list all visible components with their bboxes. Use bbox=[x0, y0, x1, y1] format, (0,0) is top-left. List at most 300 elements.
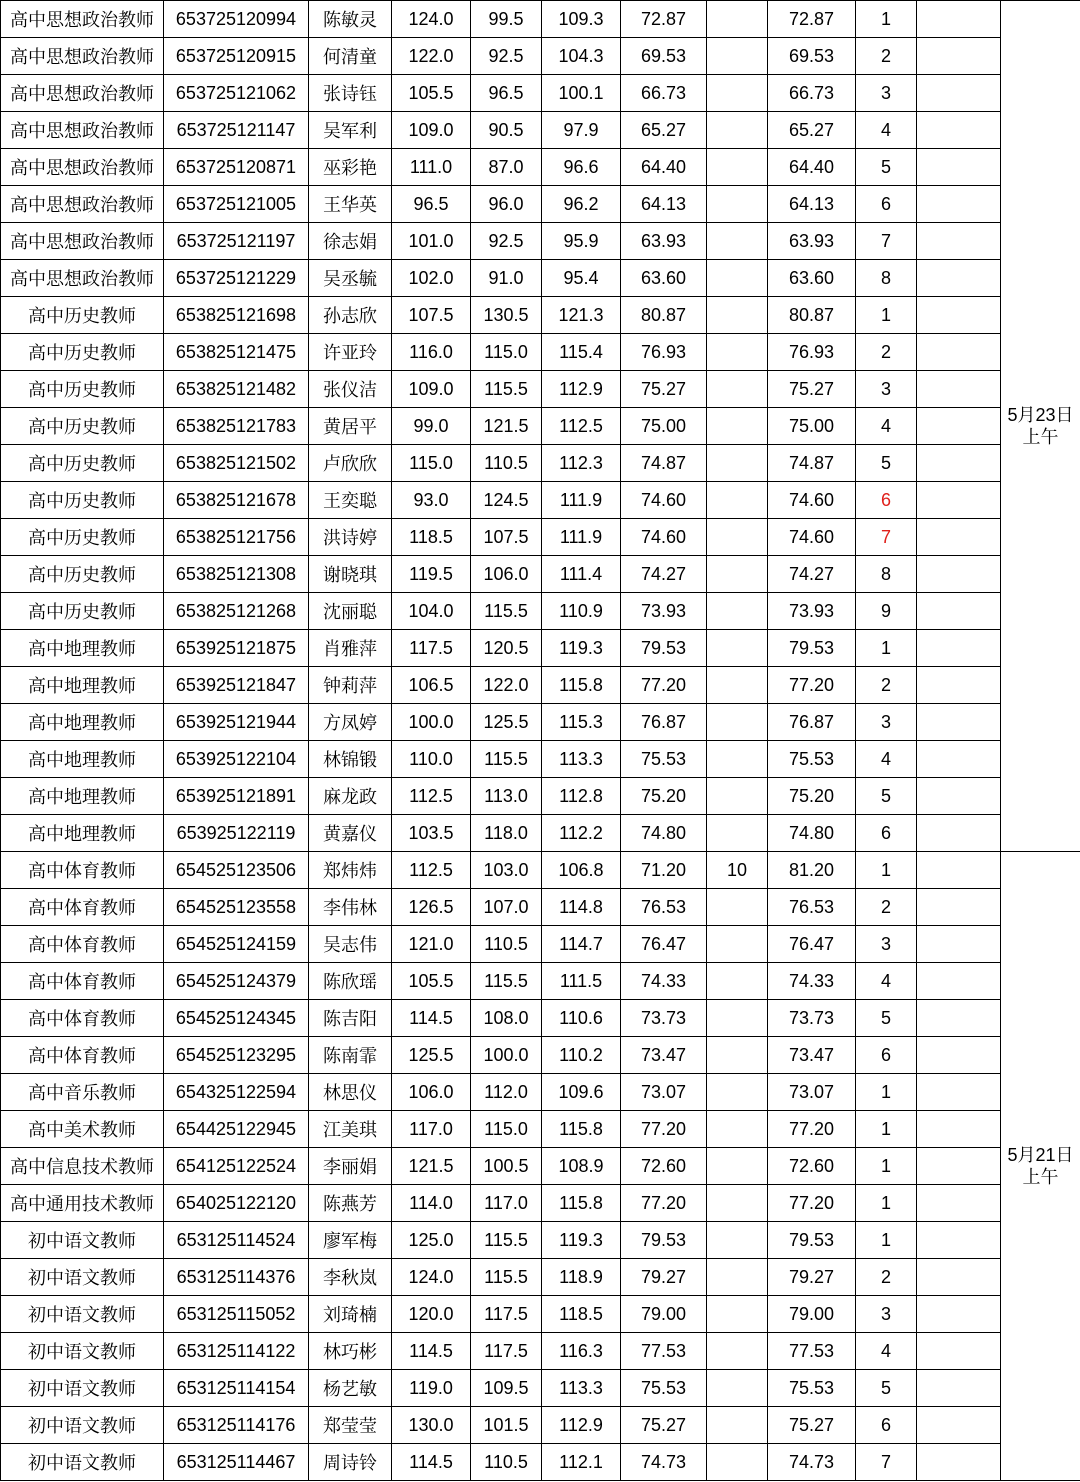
rank-cell: 2 bbox=[856, 1259, 917, 1296]
rank-cell: 6 bbox=[856, 815, 917, 852]
candidate-name-cell: 黄居平 bbox=[309, 408, 392, 445]
table-row bbox=[1, 38, 1080, 75]
candidate-id-cell: 653725121005 bbox=[164, 186, 309, 223]
written-score-1-cell: 114.0 bbox=[392, 1185, 471, 1222]
candidate-id-cell: 653925121944 bbox=[164, 704, 309, 741]
candidate-id-cell: 653825121756 bbox=[164, 519, 309, 556]
written-score-2-cell: 130.5 bbox=[471, 297, 542, 334]
position-cell: 高中体育教师 bbox=[1, 1000, 164, 1037]
converted-score-cell: 77.20 bbox=[621, 1185, 707, 1222]
remarks-cell bbox=[917, 1444, 1001, 1481]
total-score-cell: 74.87 bbox=[768, 445, 856, 482]
table-row bbox=[1, 1259, 1080, 1296]
converted-score-cell: 74.33 bbox=[621, 963, 707, 1000]
rank-cell: 2 bbox=[856, 334, 917, 371]
written-score-1-cell: 111.0 bbox=[392, 149, 471, 186]
remarks-cell bbox=[917, 75, 1001, 112]
remarks-cell bbox=[917, 593, 1001, 630]
table-row bbox=[1, 445, 1080, 482]
rank-cell: 5 bbox=[856, 1000, 917, 1037]
candidate-name-cell: 巫彩艳 bbox=[309, 149, 392, 186]
converted-score-cell: 77.20 bbox=[621, 1111, 707, 1148]
combined-score-cell: 109.3 bbox=[542, 1, 621, 38]
total-score-cell: 76.53 bbox=[768, 889, 856, 926]
combined-score-cell: 104.3 bbox=[542, 38, 621, 75]
table-row bbox=[1, 889, 1080, 926]
converted-score-cell: 76.87 bbox=[621, 704, 707, 741]
candidate-id-cell: 654325122594 bbox=[164, 1074, 309, 1111]
bonus-points-cell bbox=[707, 1037, 768, 1074]
table-row bbox=[1, 1333, 1080, 1370]
written-score-2-cell: 96.5 bbox=[471, 75, 542, 112]
total-score-cell: 74.33 bbox=[768, 963, 856, 1000]
table-row bbox=[1, 1000, 1080, 1037]
remarks-cell bbox=[917, 667, 1001, 704]
total-score-cell: 73.93 bbox=[768, 593, 856, 630]
converted-score-cell: 74.60 bbox=[621, 519, 707, 556]
table-row bbox=[1, 556, 1080, 593]
table-row bbox=[1, 519, 1080, 556]
position-cell: 高中通用技术教师 bbox=[1, 1185, 164, 1222]
converted-score-cell: 72.60 bbox=[621, 1148, 707, 1185]
table-row bbox=[1, 1185, 1080, 1222]
candidate-id-cell: 653125114467 bbox=[164, 1444, 309, 1481]
written-score-2-cell: 106.0 bbox=[471, 556, 542, 593]
written-score-2-cell: 115.5 bbox=[471, 1259, 542, 1296]
written-score-1-cell: 93.0 bbox=[392, 482, 471, 519]
table-row bbox=[1, 371, 1080, 408]
total-score-cell: 73.47 bbox=[768, 1037, 856, 1074]
rank-cell: 2 bbox=[856, 889, 917, 926]
converted-score-cell: 75.53 bbox=[621, 741, 707, 778]
rank-cell: 2 bbox=[856, 38, 917, 75]
candidate-name-cell: 江美琪 bbox=[309, 1111, 392, 1148]
candidate-id-cell: 653925122104 bbox=[164, 741, 309, 778]
table-row bbox=[1, 593, 1080, 630]
total-score-cell: 75.20 bbox=[768, 778, 856, 815]
written-score-1-cell: 103.5 bbox=[392, 815, 471, 852]
written-score-2-cell: 92.5 bbox=[471, 38, 542, 75]
converted-score-cell: 74.73 bbox=[621, 1444, 707, 1481]
candidate-id-cell: 653125115052 bbox=[164, 1296, 309, 1333]
position-cell: 高中体育教师 bbox=[1, 963, 164, 1000]
written-score-1-cell: 114.5 bbox=[392, 1444, 471, 1481]
bonus-points-cell bbox=[707, 1000, 768, 1037]
rank-cell: 7 bbox=[856, 519, 917, 556]
position-cell: 初中语文教师 bbox=[1, 1222, 164, 1259]
candidate-name-cell: 徐志娟 bbox=[309, 223, 392, 260]
position-cell: 初中语文教师 bbox=[1, 1296, 164, 1333]
bonus-points-cell bbox=[707, 704, 768, 741]
converted-score-cell: 71.20 bbox=[621, 852, 707, 889]
candidate-name-cell: 郑炜炜 bbox=[309, 852, 392, 889]
position-cell: 高中地理教师 bbox=[1, 741, 164, 778]
converted-score-cell: 77.53 bbox=[621, 1333, 707, 1370]
position-cell: 高中思想政治教师 bbox=[1, 1, 164, 38]
bonus-points-cell bbox=[707, 482, 768, 519]
table-row bbox=[1, 1148, 1080, 1185]
interview-date: 5月23日 bbox=[1007, 405, 1074, 425]
remarks-cell bbox=[917, 38, 1001, 75]
position-cell: 高中思想政治教师 bbox=[1, 75, 164, 112]
table-row bbox=[1, 112, 1080, 149]
written-score-1-cell: 112.5 bbox=[392, 778, 471, 815]
written-score-1-cell: 109.0 bbox=[392, 112, 471, 149]
table-row bbox=[1, 963, 1080, 1000]
combined-score-cell: 114.7 bbox=[542, 926, 621, 963]
converted-score-cell: 76.93 bbox=[621, 334, 707, 371]
position-cell: 高中历史教师 bbox=[1, 371, 164, 408]
position-cell: 高中历史教师 bbox=[1, 593, 164, 630]
rank-cell: 2 bbox=[856, 667, 917, 704]
written-score-1-cell: 130.0 bbox=[392, 1407, 471, 1444]
candidate-name-cell: 周诗铃 bbox=[309, 1444, 392, 1481]
written-score-1-cell: 125.5 bbox=[392, 1037, 471, 1074]
bonus-points-cell bbox=[707, 1259, 768, 1296]
total-score-cell: 69.53 bbox=[768, 38, 856, 75]
written-score-1-cell: 117.0 bbox=[392, 1111, 471, 1148]
remarks-cell bbox=[917, 186, 1001, 223]
position-cell: 高中体育教师 bbox=[1, 926, 164, 963]
combined-score-cell: 115.8 bbox=[542, 1111, 621, 1148]
position-cell: 高中体育教师 bbox=[1, 1037, 164, 1074]
candidate-name-cell: 麻龙政 bbox=[309, 778, 392, 815]
position-cell: 高中历史教师 bbox=[1, 445, 164, 482]
combined-score-cell: 97.9 bbox=[542, 112, 621, 149]
bonus-points-cell bbox=[707, 408, 768, 445]
interview-session: 上午 bbox=[1022, 1167, 1059, 1187]
bonus-points-cell bbox=[707, 334, 768, 371]
candidate-name-cell: 陈欣瑶 bbox=[309, 963, 392, 1000]
bonus-points-cell bbox=[707, 297, 768, 334]
bonus-points-cell bbox=[707, 1, 768, 38]
bonus-points-cell bbox=[707, 926, 768, 963]
position-cell: 高中历史教师 bbox=[1, 519, 164, 556]
remarks-cell bbox=[917, 371, 1001, 408]
bonus-points-cell bbox=[707, 1296, 768, 1333]
bonus-points-cell bbox=[707, 1074, 768, 1111]
remarks-cell bbox=[917, 1185, 1001, 1222]
bonus-points-cell bbox=[707, 778, 768, 815]
total-score-cell: 75.27 bbox=[768, 371, 856, 408]
converted-score-cell: 64.13 bbox=[621, 186, 707, 223]
position-cell: 高中美术教师 bbox=[1, 1111, 164, 1148]
table-row bbox=[1, 1, 1080, 38]
written-score-2-cell: 91.0 bbox=[471, 260, 542, 297]
rank-cell: 5 bbox=[856, 778, 917, 815]
bonus-points-cell bbox=[707, 1111, 768, 1148]
remarks-cell bbox=[917, 149, 1001, 186]
table-row bbox=[1, 482, 1080, 519]
combined-score-cell: 95.9 bbox=[542, 223, 621, 260]
total-score-cell: 72.60 bbox=[768, 1148, 856, 1185]
converted-score-cell: 69.53 bbox=[621, 38, 707, 75]
bonus-points-cell bbox=[707, 1185, 768, 1222]
written-score-1-cell: 105.5 bbox=[392, 963, 471, 1000]
table-row bbox=[1, 667, 1080, 704]
rank-cell: 4 bbox=[856, 408, 917, 445]
candidate-name-cell: 林思仪 bbox=[309, 1074, 392, 1111]
candidate-id-cell: 653925121847 bbox=[164, 667, 309, 704]
converted-score-cell: 79.53 bbox=[621, 1222, 707, 1259]
written-score-1-cell: 125.0 bbox=[392, 1222, 471, 1259]
written-score-2-cell: 108.0 bbox=[471, 1000, 542, 1037]
total-score-cell: 65.27 bbox=[768, 112, 856, 149]
position-cell: 初中语文教师 bbox=[1, 1444, 164, 1481]
remarks-cell bbox=[917, 1, 1001, 38]
remarks-cell bbox=[917, 334, 1001, 371]
bonus-points-cell bbox=[707, 371, 768, 408]
total-score-cell: 73.07 bbox=[768, 1074, 856, 1111]
rank-cell: 9 bbox=[856, 593, 917, 630]
written-score-1-cell: 117.5 bbox=[392, 630, 471, 667]
written-score-2-cell: 115.0 bbox=[471, 1111, 542, 1148]
bonus-points-cell bbox=[707, 223, 768, 260]
remarks-cell bbox=[917, 1407, 1001, 1444]
written-score-2-cell: 115.0 bbox=[471, 334, 542, 371]
bonus-points-cell bbox=[707, 593, 768, 630]
table-row bbox=[1, 1111, 1080, 1148]
candidate-name-cell: 吴丞毓 bbox=[309, 260, 392, 297]
written-score-1-cell: 104.0 bbox=[392, 593, 471, 630]
total-score-cell: 76.87 bbox=[768, 704, 856, 741]
candidate-id-cell: 653725120871 bbox=[164, 149, 309, 186]
written-score-1-cell: 124.0 bbox=[392, 1259, 471, 1296]
candidate-id-cell: 653925122119 bbox=[164, 815, 309, 852]
candidate-id-cell: 653825121698 bbox=[164, 297, 309, 334]
written-score-1-cell: 120.0 bbox=[392, 1296, 471, 1333]
candidate-name-cell: 张诗钰 bbox=[309, 75, 392, 112]
total-score-cell: 79.53 bbox=[768, 1222, 856, 1259]
remarks-cell bbox=[917, 297, 1001, 334]
total-score-cell: 77.53 bbox=[768, 1333, 856, 1370]
remarks-cell bbox=[917, 1222, 1001, 1259]
written-score-1-cell: 110.0 bbox=[392, 741, 471, 778]
remarks-cell bbox=[917, 1370, 1001, 1407]
candidate-name-cell: 陈南霏 bbox=[309, 1037, 392, 1074]
position-cell: 高中体育教师 bbox=[1, 889, 164, 926]
remarks-cell bbox=[917, 963, 1001, 1000]
candidate-id-cell: 653925121891 bbox=[164, 778, 309, 815]
candidate-id-cell: 653825121502 bbox=[164, 445, 309, 482]
candidate-name-cell: 肖雅萍 bbox=[309, 630, 392, 667]
table-row bbox=[1, 75, 1080, 112]
candidate-id-cell: 653925121875 bbox=[164, 630, 309, 667]
rank-cell: 7 bbox=[856, 1444, 917, 1481]
interview-date-cell bbox=[1001, 852, 1080, 1481]
converted-score-cell: 73.73 bbox=[621, 1000, 707, 1037]
written-score-2-cell: 115.5 bbox=[471, 963, 542, 1000]
rank-cell: 5 bbox=[856, 1370, 917, 1407]
written-score-1-cell: 119.5 bbox=[392, 556, 471, 593]
combined-score-cell: 113.3 bbox=[542, 741, 621, 778]
bonus-points-cell bbox=[707, 1407, 768, 1444]
written-score-1-cell: 96.5 bbox=[392, 186, 471, 223]
combined-score-cell: 96.6 bbox=[542, 149, 621, 186]
rank-cell: 6 bbox=[856, 482, 917, 519]
candidate-name-cell: 杨艺敏 bbox=[309, 1370, 392, 1407]
converted-score-cell: 75.27 bbox=[621, 371, 707, 408]
bonus-points-cell bbox=[707, 963, 768, 1000]
rank-cell: 1 bbox=[856, 1111, 917, 1148]
written-score-2-cell: 96.0 bbox=[471, 186, 542, 223]
total-score-cell: 74.73 bbox=[768, 1444, 856, 1481]
written-score-2-cell: 100.5 bbox=[471, 1148, 542, 1185]
written-score-1-cell: 101.0 bbox=[392, 223, 471, 260]
combined-score-cell: 113.3 bbox=[542, 1370, 621, 1407]
candidate-id-cell: 653725121062 bbox=[164, 75, 309, 112]
candidate-name-cell: 林锦锻 bbox=[309, 741, 392, 778]
bonus-points-cell bbox=[707, 445, 768, 482]
written-score-2-cell: 115.5 bbox=[471, 371, 542, 408]
written-score-1-cell: 121.5 bbox=[392, 1148, 471, 1185]
remarks-cell bbox=[917, 926, 1001, 963]
written-score-1-cell: 112.5 bbox=[392, 852, 471, 889]
remarks-cell bbox=[917, 852, 1001, 889]
bonus-points-cell bbox=[707, 630, 768, 667]
candidate-name-cell: 陈燕芳 bbox=[309, 1185, 392, 1222]
written-score-1-cell: 107.5 bbox=[392, 297, 471, 334]
candidate-id-cell: 653725121229 bbox=[164, 260, 309, 297]
combined-score-cell: 111.5 bbox=[542, 963, 621, 1000]
written-score-2-cell: 99.5 bbox=[471, 1, 542, 38]
combined-score-cell: 111.9 bbox=[542, 519, 621, 556]
remarks-cell bbox=[917, 1259, 1001, 1296]
position-cell: 高中历史教师 bbox=[1, 482, 164, 519]
combined-score-cell: 111.4 bbox=[542, 556, 621, 593]
total-score-cell: 63.93 bbox=[768, 223, 856, 260]
remarks-cell bbox=[917, 1000, 1001, 1037]
remarks-cell bbox=[917, 112, 1001, 149]
position-cell: 高中信息技术教师 bbox=[1, 1148, 164, 1185]
table-row bbox=[1, 704, 1080, 741]
converted-score-cell: 76.47 bbox=[621, 926, 707, 963]
rank-cell: 5 bbox=[856, 445, 917, 482]
converted-score-cell: 63.93 bbox=[621, 223, 707, 260]
position-cell: 高中地理教师 bbox=[1, 667, 164, 704]
combined-score-cell: 112.3 bbox=[542, 445, 621, 482]
table-row bbox=[1, 1074, 1080, 1111]
remarks-cell bbox=[917, 408, 1001, 445]
written-score-2-cell: 110.5 bbox=[471, 926, 542, 963]
rank-cell: 1 bbox=[856, 1148, 917, 1185]
table-row bbox=[1, 149, 1080, 186]
position-cell: 初中语文教师 bbox=[1, 1370, 164, 1407]
table-row bbox=[1, 186, 1080, 223]
bonus-points-cell bbox=[707, 1333, 768, 1370]
combined-score-cell: 112.9 bbox=[542, 371, 621, 408]
bonus-points-cell bbox=[707, 112, 768, 149]
candidate-id-cell: 654525123295 bbox=[164, 1037, 309, 1074]
position-cell: 高中思想政治教师 bbox=[1, 223, 164, 260]
candidate-id-cell: 653725121147 bbox=[164, 112, 309, 149]
bonus-points-cell bbox=[707, 815, 768, 852]
bonus-points-cell bbox=[707, 519, 768, 556]
bonus-points-cell bbox=[707, 889, 768, 926]
rank-cell: 3 bbox=[856, 75, 917, 112]
converted-score-cell: 65.27 bbox=[621, 112, 707, 149]
rank-cell: 1 bbox=[856, 630, 917, 667]
interview-date: 5月21日 bbox=[1007, 1145, 1074, 1165]
combined-score-cell: 112.9 bbox=[542, 1407, 621, 1444]
combined-score-cell: 118.9 bbox=[542, 1259, 621, 1296]
candidate-id-cell: 654525123558 bbox=[164, 889, 309, 926]
combined-score-cell: 108.9 bbox=[542, 1148, 621, 1185]
bonus-points-cell bbox=[707, 149, 768, 186]
candidate-id-cell: 653825121268 bbox=[164, 593, 309, 630]
combined-score-cell: 112.1 bbox=[542, 1444, 621, 1481]
total-score-cell: 64.13 bbox=[768, 186, 856, 223]
candidate-id-cell: 653825121475 bbox=[164, 334, 309, 371]
remarks-cell bbox=[917, 223, 1001, 260]
candidate-name-cell: 陈吉阳 bbox=[309, 1000, 392, 1037]
position-cell: 高中历史教师 bbox=[1, 556, 164, 593]
candidate-id-cell: 654125122524 bbox=[164, 1148, 309, 1185]
remarks-cell bbox=[917, 704, 1001, 741]
remarks-cell bbox=[917, 741, 1001, 778]
written-score-2-cell: 101.5 bbox=[471, 1407, 542, 1444]
candidate-name-cell: 刘琦楠 bbox=[309, 1296, 392, 1333]
written-score-1-cell: 100.0 bbox=[392, 704, 471, 741]
rank-cell: 4 bbox=[856, 741, 917, 778]
converted-score-cell: 75.20 bbox=[621, 778, 707, 815]
candidate-name-cell: 许亚玲 bbox=[309, 334, 392, 371]
candidate-name-cell: 方凤婷 bbox=[309, 704, 392, 741]
candidate-id-cell: 654425122945 bbox=[164, 1111, 309, 1148]
converted-score-cell: 74.87 bbox=[621, 445, 707, 482]
converted-score-cell: 76.53 bbox=[621, 889, 707, 926]
total-score-cell: 72.87 bbox=[768, 1, 856, 38]
combined-score-cell: 95.4 bbox=[542, 260, 621, 297]
table-row bbox=[1, 260, 1080, 297]
remarks-cell bbox=[917, 815, 1001, 852]
rank-cell: 1 bbox=[856, 1185, 917, 1222]
candidate-id-cell: 653125114376 bbox=[164, 1259, 309, 1296]
position-cell: 高中历史教师 bbox=[1, 408, 164, 445]
total-score-cell: 74.60 bbox=[768, 519, 856, 556]
written-score-2-cell: 92.5 bbox=[471, 223, 542, 260]
candidate-name-cell: 洪诗婷 bbox=[309, 519, 392, 556]
written-score-1-cell: 106.5 bbox=[392, 667, 471, 704]
remarks-cell bbox=[917, 1037, 1001, 1074]
total-score-cell: 76.93 bbox=[768, 334, 856, 371]
score-table-body bbox=[1, 1, 1080, 1481]
remarks-cell bbox=[917, 556, 1001, 593]
remarks-cell bbox=[917, 1111, 1001, 1148]
interview-date-cell bbox=[1001, 1, 1080, 852]
bonus-points-cell bbox=[707, 667, 768, 704]
rank-cell: 1 bbox=[856, 1, 917, 38]
rank-cell: 1 bbox=[856, 297, 917, 334]
written-score-2-cell: 117.5 bbox=[471, 1296, 542, 1333]
rank-cell: 3 bbox=[856, 926, 917, 963]
converted-score-cell: 74.80 bbox=[621, 815, 707, 852]
remarks-cell bbox=[917, 1296, 1001, 1333]
combined-score-cell: 111.9 bbox=[542, 482, 621, 519]
table-row bbox=[1, 1037, 1080, 1074]
total-score-cell: 81.20 bbox=[768, 852, 856, 889]
total-score-cell: 74.27 bbox=[768, 556, 856, 593]
converted-score-cell: 73.47 bbox=[621, 1037, 707, 1074]
remarks-cell bbox=[917, 1333, 1001, 1370]
rank-cell: 3 bbox=[856, 371, 917, 408]
written-score-2-cell: 115.5 bbox=[471, 593, 542, 630]
candidate-name-cell: 郑莹莹 bbox=[309, 1407, 392, 1444]
total-score-cell: 64.40 bbox=[768, 149, 856, 186]
position-cell: 初中语文教师 bbox=[1, 1259, 164, 1296]
rank-cell: 6 bbox=[856, 1407, 917, 1444]
candidate-name-cell: 廖军梅 bbox=[309, 1222, 392, 1259]
